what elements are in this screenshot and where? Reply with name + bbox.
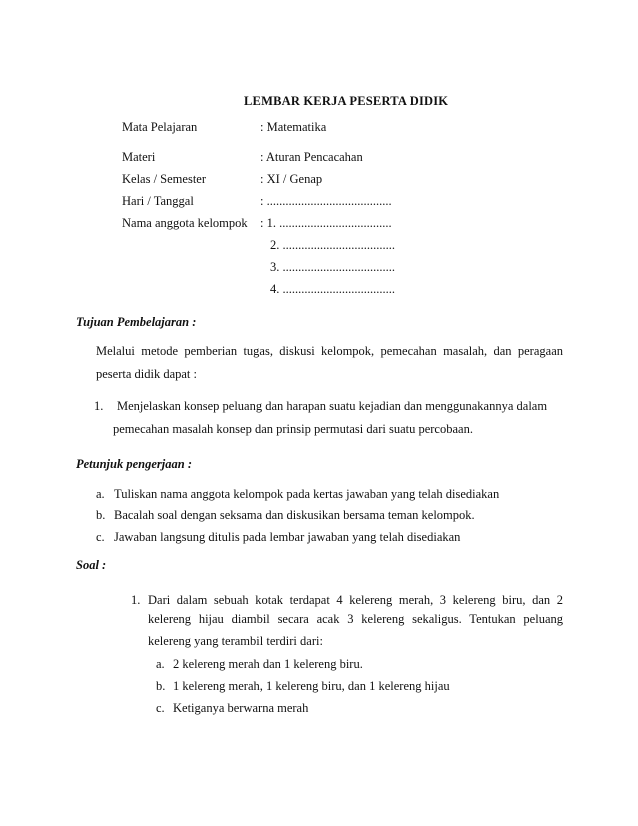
option-marker: a. <box>156 657 165 671</box>
soal-line: kelereng yang terambil terdiri dari: <box>148 634 323 648</box>
option-text: Ketiganya berwarna merah <box>173 701 309 715</box>
info-value: : Matematika <box>260 120 327 134</box>
petunjuk-item: Bacalah soal dengan seksama dan diskusikan bersama teman kelompok. <box>114 508 475 522</box>
petunjuk-item: Tuliskan nama anggota kelompok pada kertas jawaban yang telah disediakan <box>114 487 500 501</box>
tujuan-item-line: pemecahan masalah konsep dan prinsip permutasi dari suatu percobaan. <box>113 422 473 436</box>
petunjuk-marker: b. <box>96 508 106 522</box>
info-value: : ........................................ <box>260 194 392 208</box>
petunjuk-item: Jawaban langsung ditulis pada lembar jawaban yang telah disediakan <box>114 530 461 544</box>
tujuan-intro-line: Melalui metode pemberian tugas, diskusi kelompok, pemecahan masalah, dan peragaan <box>96 344 563 358</box>
member-line: 3. .................................... <box>270 260 395 274</box>
member-line: 2. .................................... <box>270 238 395 252</box>
info-label: Nama anggota kelompok <box>122 216 248 230</box>
petunjuk-heading: Petunjuk pengerjaan : <box>76 457 192 471</box>
option-text: 2 kelereng merah dan 1 kelereng biru. <box>173 657 363 671</box>
option-text: 1 kelereng merah, 1 kelereng biru, dan 1 kelereng hijau <box>173 679 450 693</box>
petunjuk-marker: a. <box>96 487 105 501</box>
soal-line: kelereng hijau diambil secara acak 3 kelereng sekaligus. Tentukan peluang <box>148 612 563 626</box>
tujuan-item-line: Menjelaskan konsep peluang dan harapan suatu kejadian dan menggunakannya dalam <box>117 399 548 413</box>
option-marker: c. <box>156 701 165 715</box>
tujuan-item-number: 1. <box>94 399 104 413</box>
page-title: LEMBAR KERJA PESERTA DIDIK <box>244 94 449 108</box>
tujuan-intro-line: peserta didik dapat : <box>96 367 198 381</box>
info-label: Mata Pelajaran <box>122 120 198 134</box>
info-value: : XI / Genap <box>260 172 323 186</box>
option-marker: b. <box>156 679 166 693</box>
member-line: 4. .................................... <box>270 282 395 296</box>
soal-line: Dari dalam sebuah kotak terdapat 4 kelereng merah, 3 kelereng biru, dan 2 <box>148 593 563 607</box>
info-label: Materi <box>122 150 156 164</box>
info-value: : 1. .................................... <box>260 216 392 230</box>
soal-heading: Soal : <box>76 558 107 572</box>
tujuan-heading: Tujuan Pembelajaran : <box>76 315 197 329</box>
info-value: : Aturan Pencacahan <box>260 150 363 164</box>
info-label: Hari / Tanggal <box>122 194 194 208</box>
info-label: Kelas / Semester <box>122 172 207 186</box>
petunjuk-marker: c. <box>96 530 105 544</box>
soal-number: 1. <box>131 593 141 607</box>
